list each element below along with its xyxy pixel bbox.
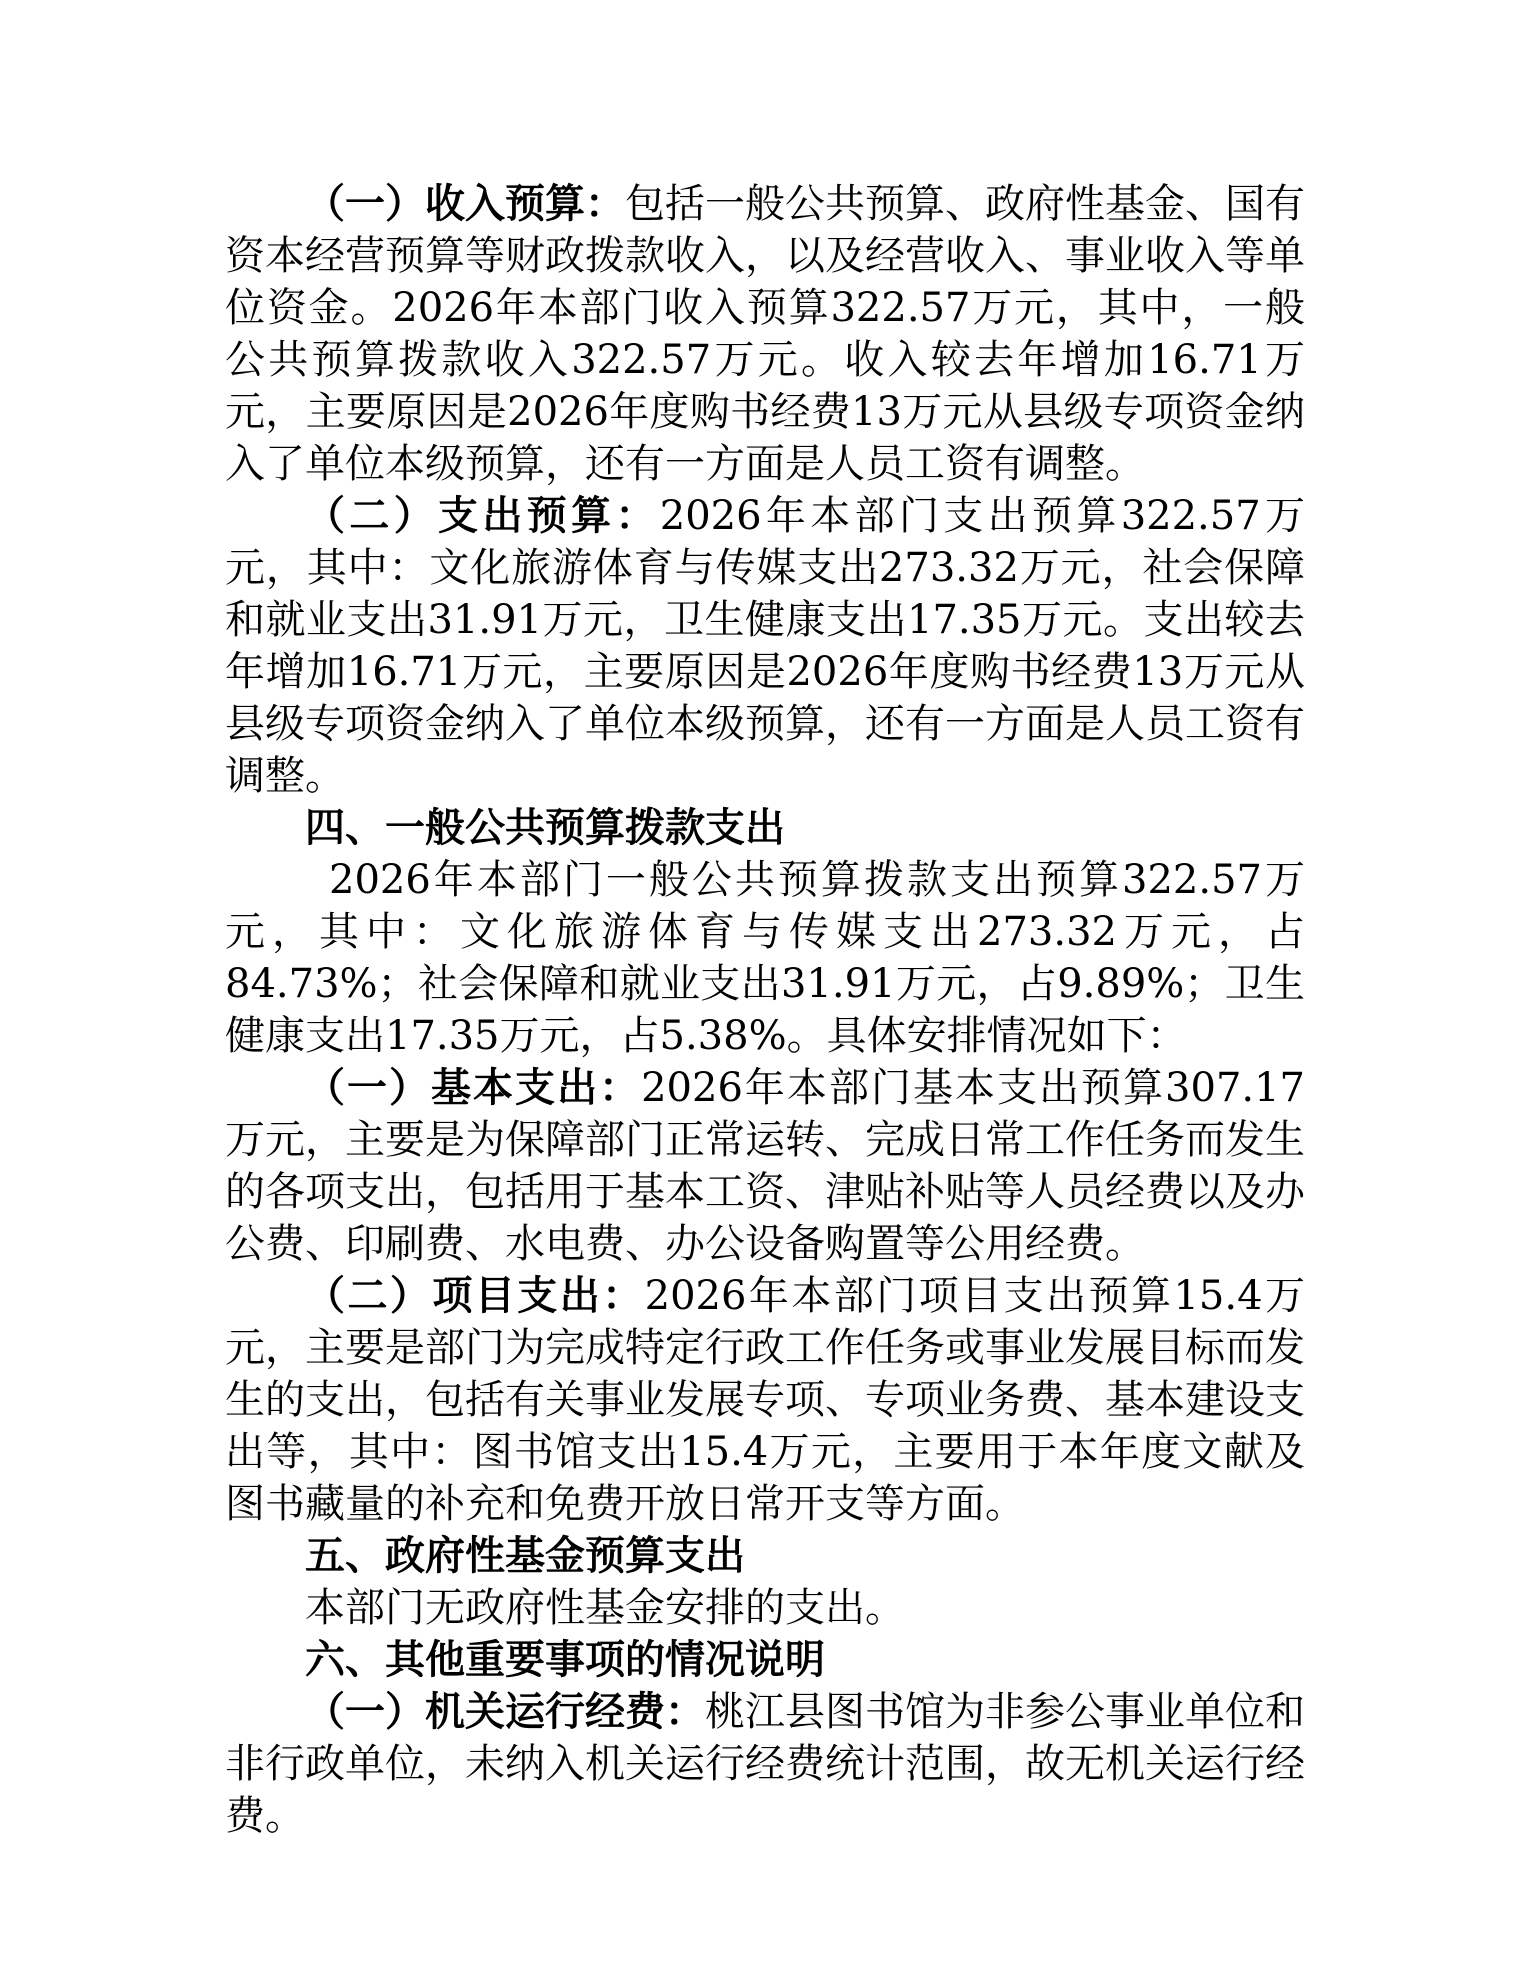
paragraph-basic-expenditure: [225, 1062, 1305, 1270]
paragraph-label: （二）项目支出：: [305, 1272, 645, 1319]
paragraph-agency-operating-funds: [225, 1686, 1305, 1842]
paragraph-text: 2026年本部门一般公共预算拨款支出预算322.57万元，其中：文化旅游体育与传媒支出273.32万元，占84.73%；社会保障和就业支出31.91万元，占9.89%；卫生健康支出17.35万元，占5.38%。具体安排情况如下：: [225, 857, 1305, 1059]
paragraph-text: 本部门无政府性基金安排的支出。: [305, 1585, 905, 1631]
paragraph-text: 包括一般公共预算、政府性基金、国有资本经营预算等财政拨款收入，以及经营收入、事业收入等单位资金。2026年本部门收入预算322.57万元，其中，一般公共预算拨款收入322.57万元。收入较去年增加16.71万元，主要原因是2026年度购书经费13万元从县级专项资金纳入了单位本级预算，还有一方面是人员工资有调整。: [225, 181, 1305, 487]
paragraph-label: （一）机关运行经费：: [305, 1688, 705, 1735]
section-heading-six: [225, 1634, 1305, 1686]
section-heading-four: [225, 802, 1305, 854]
paragraph-label: （一）收入预算：: [305, 180, 625, 227]
heading-text: 六、其他重要事项的情况说明: [305, 1636, 825, 1683]
paragraph-text: 桃江县图书馆为非参公事业单位和非行政单位，未纳入机关运行经费统计范围，故无机关运行经费。: [225, 1689, 1305, 1839]
heading-text: 四、一般公共预算拨款支出: [305, 804, 785, 851]
paragraph-project-expenditure: [225, 1270, 1305, 1530]
paragraph-income-budget: [225, 178, 1305, 490]
paragraph-general-public-budget: [225, 854, 1305, 1062]
paragraph-text: 2026年本部门支出预算322.57万元，其中：文化旅游体育与传媒支出273.32万元，社会保障和就业支出31.91万元，卫生健康支出17.35万元。支出较去年增加16.71万元，主要原因是2026年度购书经费13万元从县级专项资金纳入了单位本级预算，还有一方面是人员工资有调整。: [225, 493, 1306, 799]
paragraph-government-fund: [225, 1582, 1305, 1634]
paragraph-label: （二）支出预算：: [305, 492, 660, 539]
paragraph-label: （一）基本支出：: [305, 1064, 642, 1111]
section-heading-five: [225, 1530, 1305, 1582]
paragraph-text: 2026年本部门基本支出预算307.17万元，主要是为保障部门正常运转、完成日常工作任务而发生的各项支出，包括用于基本工资、津贴补贴等人员经费以及办公费、印刷费、水电费、办公设备购置等公用经费。: [225, 1065, 1306, 1267]
paragraph-expenditure-budget: [225, 490, 1305, 802]
document-body: [225, 178, 1305, 1842]
heading-text: 五、政府性基金预算支出: [305, 1532, 745, 1579]
paragraph-text: 2026年本部门项目支出预算15.4万元，主要是部门为完成特定行政工作任务或事业发展目标而发生的支出，包括有关事业发展专项、专项业务费、基本建设支出等，其中：图书馆支出15.4万元，主要用于本年度文献及图书藏量的补充和免费开放日常开支等方面。: [225, 1273, 1305, 1527]
